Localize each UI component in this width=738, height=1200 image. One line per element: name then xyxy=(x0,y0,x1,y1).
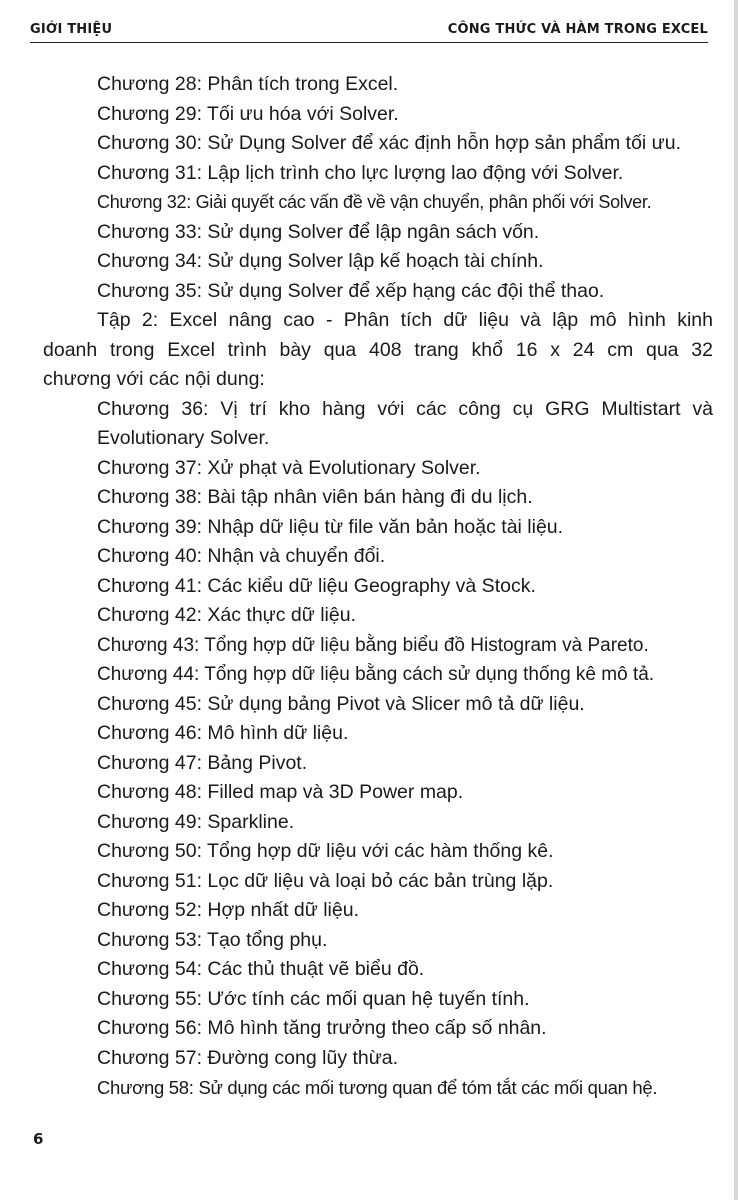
chapter-line: Chương 45: Sử dụng bảng Pivot và Slicer mô tả dữ liệu. xyxy=(97,692,585,715)
chapter-line: Chương 38: Bài tập nhân viên bán hàng đi du lịch. xyxy=(97,486,533,508)
paragraph-line: Tập 2: Excel nâng cao - Phân tích dữ liệu và lập mô hình kinh xyxy=(97,309,713,331)
chapter-line: Chương 40: Nhận và chuyển đổi. xyxy=(97,545,386,567)
chapter-line: Chương 54: Các thủ thuật vẽ biểu đồ. xyxy=(97,958,425,980)
page-content xyxy=(43,70,713,1103)
chapter-line: Chương 47: Bảng Pivot. xyxy=(97,751,308,774)
header-section-title: GIỚI THIỆU xyxy=(30,22,113,37)
chapter-line: Chương 32: Giải quyết các vấn đề về vận chuyển, phân phối với Solver. xyxy=(97,192,652,212)
chapter-line: Chương 46: Mô hình dữ liệu. xyxy=(97,722,349,744)
paragraph-line: chương với các nội dung: xyxy=(43,368,265,390)
chapter-line: Chương 35: Sử dụng Solver để xếp hạng các đội thể thao. xyxy=(97,279,605,302)
volume-2-paragraph xyxy=(43,306,713,395)
chapter-line: Chương 52: Hợp nhất dữ liệu. xyxy=(97,899,359,921)
chapter-line: Chương 48: Filled map và 3D Power map. xyxy=(97,781,464,803)
page-number: 6 xyxy=(33,1130,44,1148)
chapter-line: Chương 39: Nhập dữ liệu từ file văn bản hoặc tài liệu. xyxy=(97,515,564,538)
chapter-line: Chương 29: Tối ưu hóa với Solver. xyxy=(97,102,399,125)
chapter-line: Chương 37: Xử phạt và Evolutionary Solver. xyxy=(97,456,481,479)
chapter-list-vol1 xyxy=(43,70,713,306)
chapter-line: Chương 36: Vị trí kho hàng với các công cụ GRG Multistart và xyxy=(97,397,713,420)
chapter-line: Chương 44: Tổng hợp dữ liệu bằng cách sử dụng thống kê mô tả. xyxy=(97,664,655,685)
chapter-line: Chương 50: Tổng hợp dữ liệu với các hàm thống kê. xyxy=(97,840,554,862)
chapter-line: Chương 49: Sparkline. xyxy=(97,810,295,833)
chapter-line: Chương 28: Phân tích trong Excel. xyxy=(97,73,399,95)
header-book-title: CÔNG THỨC VÀ HÀM TRONG EXCEL xyxy=(447,22,708,37)
chapter-line: Chương 42: Xác thực dữ liệu. xyxy=(97,604,356,626)
page-header xyxy=(30,20,708,43)
chapter-line: Chương 31: Lập lịch trình cho lực lượng lao động với Solver. xyxy=(97,161,624,184)
paragraph-line: doanh trong Excel trình bày qua 408 trang khổ 16 x 24 cm qua 32 xyxy=(43,338,713,361)
chapter-line: Chương 33: Sử dụng Solver để lập ngân sách vốn. xyxy=(97,220,540,243)
chapter-line: Chương 56: Mô hình tăng trưởng theo cấp số nhân. xyxy=(97,1017,547,1039)
page-edge-shadow xyxy=(734,0,738,1200)
chapter-line: Chương 57: Đường cong lũy thừa. xyxy=(97,1046,399,1069)
chapter-line: Chương 43: Tổng hợp dữ liệu bằng biểu đồ Histogram và Pareto. xyxy=(97,634,649,656)
chapter-line: Chương 51: Lọc dữ liệu và loại bỏ các bản trùng lặp. xyxy=(97,869,554,892)
chapter-line: Chương 55: Ước tính các mối quan hệ tuyến tính. xyxy=(97,987,530,1010)
chapter-line: Chương 58: Sử dụng các mối tương quan để tóm tắt các mối quan hệ. xyxy=(97,1077,658,1098)
chapter-line: Chương 34: Sử dụng Solver lập kế hoạch tài chính. xyxy=(97,250,544,272)
chapter-line: Chương 41: Các kiểu dữ liệu Geography và Stock. xyxy=(97,574,536,597)
chapter-line: Chương 53: Tạo tổng phụ. xyxy=(97,928,328,951)
chapter-line-continued: Evolutionary Solver. xyxy=(97,427,270,449)
chapter-line: Chương 30: Sử Dụng Solver để xác định hỗn hợp sản phẩm tối ưu. xyxy=(97,132,681,154)
chapter-list-vol2 xyxy=(43,395,713,1103)
